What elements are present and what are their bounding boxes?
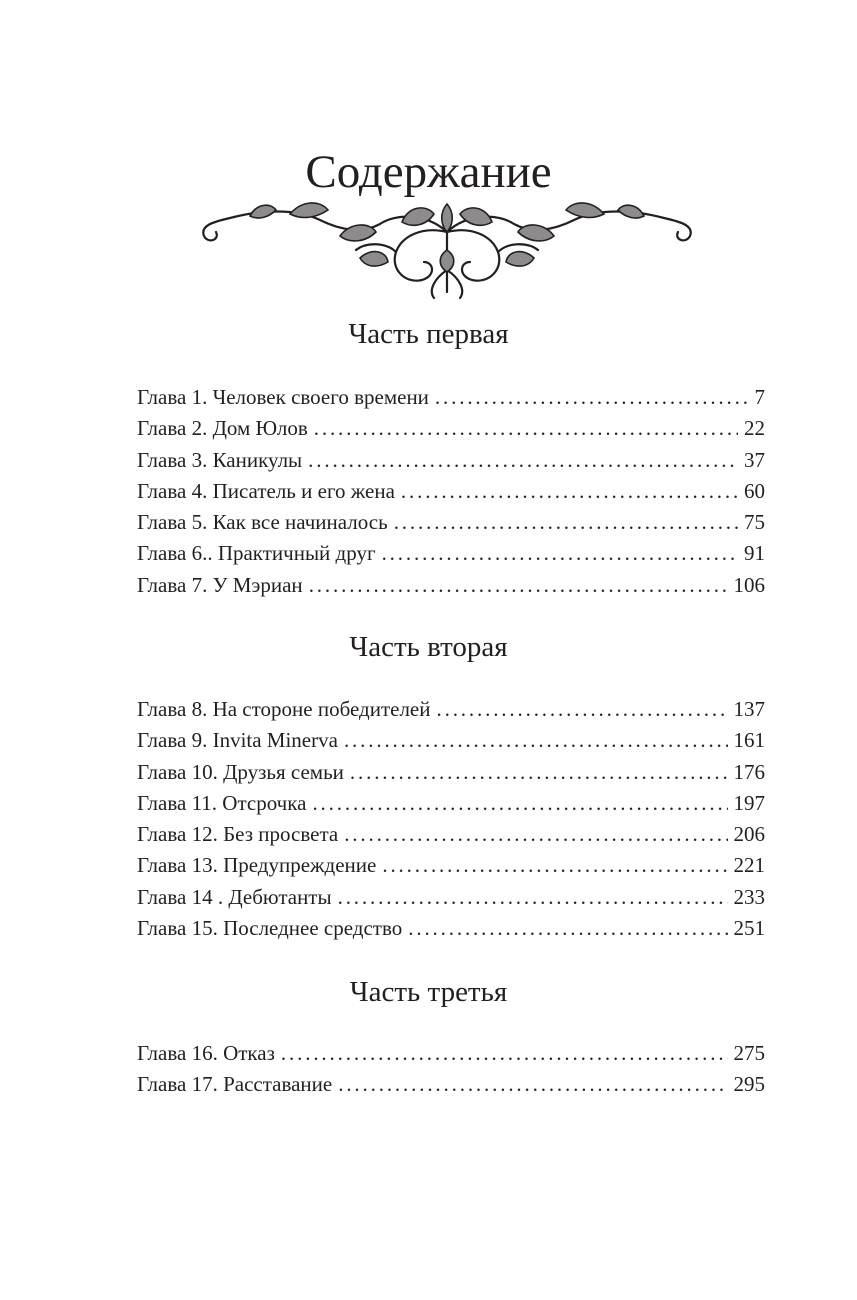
dot-leader	[408, 913, 727, 944]
dot-leader	[401, 476, 738, 507]
chapter-title: Глава 12. Без просвета	[137, 822, 339, 847]
chapter-title: Глава 10. Друзья семьи	[137, 759, 344, 784]
page-number: 295	[733, 1072, 765, 1097]
dot-leader	[382, 850, 727, 881]
toc-entry[interactable]	[137, 913, 765, 944]
chapter-title: Глава 17. Расставание	[137, 1072, 333, 1097]
dot-leader	[338, 882, 728, 913]
chapter-title: Глава 6.. Практичный друг	[137, 541, 376, 566]
dot-leader	[394, 507, 738, 538]
toc-entry[interactable]	[137, 788, 765, 819]
page-number: 91	[744, 541, 765, 566]
toc-entry[interactable]	[137, 694, 765, 725]
chapter-title: Глава 14 . Дебютанты	[137, 884, 332, 909]
part-heading: Часть вторая	[349, 631, 508, 663]
page-number: 197	[733, 790, 765, 815]
toc-list-part-2	[137, 694, 765, 944]
toc-entry[interactable]	[137, 570, 765, 601]
page-number: 206	[733, 822, 765, 847]
dot-leader	[437, 694, 728, 725]
page-number: 275	[733, 1041, 765, 1065]
chapter-title: Глава 7. У Мэриан	[137, 572, 303, 597]
chapter-title: Глава 16. Отказ	[137, 1041, 275, 1065]
dot-leader	[344, 725, 728, 756]
page-number: 106	[733, 572, 765, 597]
chapter-title: Глава 5. Как все начиналось	[137, 510, 388, 535]
page-number: 75	[744, 510, 765, 535]
page-number: 7	[754, 385, 765, 409]
toc-entry[interactable]	[137, 382, 765, 413]
toc-entry[interactable]	[137, 819, 765, 850]
part-heading: Часть третья	[349, 976, 508, 1008]
chapter-title: Глава 1. Человек своего времени	[137, 385, 429, 409]
page-number: 60	[744, 478, 765, 503]
chapter-title: Глава 8. На стороне победителей	[137, 697, 431, 721]
floral-ornament-divider	[190, 192, 704, 304]
toc-entry[interactable]	[137, 445, 765, 476]
page-number: 37	[744, 447, 765, 472]
dot-leader	[338, 1069, 727, 1100]
chapter-title: Глава 2. Дом Юлов	[137, 416, 308, 441]
dot-leader	[281, 1038, 728, 1069]
toc-entry[interactable]	[137, 1069, 765, 1100]
toc-entry[interactable]	[137, 757, 765, 788]
toc-entry[interactable]	[137, 725, 765, 756]
toc-entry[interactable]	[137, 850, 765, 881]
chapter-title: Глава 3. Каникулы	[137, 447, 303, 472]
chapter-title: Глава 9. Invita Minerva	[137, 728, 338, 753]
toc-entry[interactable]	[137, 538, 765, 569]
toc-entry[interactable]	[137, 882, 765, 913]
page-number: 161	[733, 728, 765, 753]
part-heading: Часть первая	[348, 318, 509, 350]
toc-list-part-3	[137, 1038, 765, 1101]
toc-entry[interactable]	[137, 507, 765, 538]
chapter-title: Глава 13. Предупреждение	[137, 853, 377, 878]
page-number: 221	[733, 853, 765, 878]
toc-entry[interactable]	[137, 476, 765, 507]
page-number: 137	[733, 697, 765, 721]
toc-entry[interactable]	[137, 413, 765, 444]
page-number: 233	[733, 884, 765, 909]
dot-leader	[350, 757, 728, 788]
page-number: 22	[744, 416, 765, 441]
chapter-title: Глава 11. Отсрочка	[137, 790, 307, 815]
toc-list-part-1	[137, 382, 765, 601]
page-number: 176	[733, 759, 765, 784]
dot-leader	[382, 538, 738, 569]
dot-leader	[314, 413, 738, 444]
dot-leader	[435, 382, 749, 413]
dot-leader	[308, 445, 738, 476]
chapter-title: Глава 15. Последнее средство	[137, 916, 403, 941]
dot-leader	[309, 570, 728, 601]
chapter-title: Глава 4. Писатель и его жена	[137, 478, 395, 503]
dot-leader	[344, 819, 727, 850]
toc-entry[interactable]	[137, 1038, 765, 1069]
page-number: 251	[733, 916, 765, 941]
page-title: Содержание	[305, 146, 552, 198]
dot-leader	[312, 788, 727, 819]
